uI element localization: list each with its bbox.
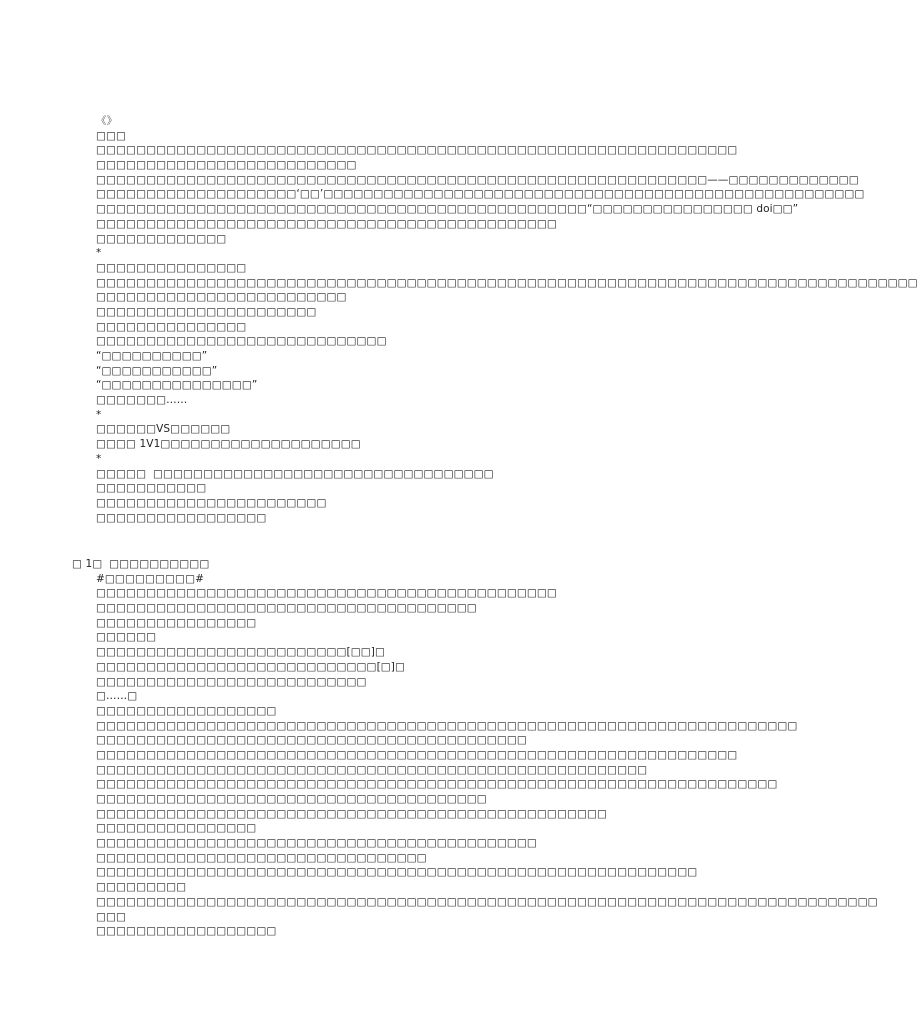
text-line: □□□□□□□□□□□□□□□□□□□□□□ [96, 305, 317, 318]
text-line: □□□□□□□□□□□□□□□□□□□□□□□□□□□□□□□□□□□□□□□□□□□□□□□□□□□□□□□□□□□□□□□□□□□□ [96, 778, 778, 791]
text-line: □□□□□□□□□□□□□□□□□□□□□□□□□□□ [96, 675, 367, 688]
text-line: □□□□□□□□□□□□□□□□ [96, 822, 257, 835]
text-block-intro [96, 114, 918, 525]
text-line: □□□□□□□□□□□□□□□□□□□□□□□□□□□□□□□□□□□□□□□□□□□ [96, 734, 527, 747]
text-line: □□□□□□□□□□□□□□□ [96, 320, 247, 333]
text-line: □□□□ 1V1□□□□□□□□□□□□□□□□□□□□ [96, 438, 361, 451]
text-line: □□□□□□□□□□□□□□□□□ [96, 511, 267, 524]
text-line: □□□□□□□□□□□□□□□□□□□□□□□□□□□□[□]□ [96, 660, 406, 673]
text-line: □……□ [96, 690, 138, 703]
text-block-chapter-1 [72, 557, 878, 939]
text-line: □□□□□□□□□□□□□□□□□□□□‘□□’□□□□□□□□□□□□□□□□□□□□□□□□□□□□□□□□□□□□□□□□□□□□□□□□□□□□□□ [96, 188, 865, 201]
text-line: □□□□□□□□□□□□□□□□□□□□□□□□□□□□□□□□□□□□□□□□□□□□□□□□□□□□□□□□□□□□□——□□□□□□□□□□□□□ [96, 173, 859, 186]
text-line: □□□□□□□□□□□□□□□□□□□□□□□□□[□□]□ [96, 646, 385, 659]
text-line: □□□□□□□□□□□□□□□□□□□□□□□□□□□□□□□□□□□□□□□□□□□□□□ [96, 587, 557, 600]
separator-asterisk: * [96, 452, 102, 465]
text-line: □□□□□□□□□□□□□□□□□□□□□□□□□□□□□□□□□□□□□□□□□□□□□□ [96, 217, 557, 230]
quote-line: “□□□□□□□□□□□” [96, 364, 218, 377]
text-line: □□□□□□□□□□□□□□□□□□□□□□□□□ [96, 291, 347, 304]
text-line: □□□□□□□□□□□□□□□□□□□□□□□□□□ [96, 159, 357, 172]
text-line: □□□□□□□□□□□□□□□□ [96, 616, 257, 629]
text-line: □□□□□□□□□□□□□□□□□□□□□□□□□□□□□□□□□□□□□□□□□□□□□□□□□□□□□□□□□□□□□□□□□□□□□□□□□□□□□□ [96, 895, 878, 908]
text-line: □□□□□□□□□□□□□□□□□□□□□□□□□□□□□□□□□□□□□□□□□□□□□□□□□“□□□□□□□□□□□□□□□□ doi□□” [96, 203, 799, 216]
chapter-subheading: #□□□□□□□□□# [96, 572, 204, 585]
text-line: □□□□□□□□□□□□□□□□□□□□□□□□□□□□□□□□□□□□□□□ [96, 793, 487, 805]
text-line: □□□□□□□□□□□□□□□□□□□□□□□ [96, 496, 327, 509]
text-line: □□□□□□□□□□□□□□□□□□ [96, 704, 277, 717]
text-line: □□□□□□□□□□□□□□□□□□□□□□□□□□□□□□□□□□□□□□□□□□□□□□□□□□□□□□□□□□□□□□□□ [96, 748, 738, 761]
text-line: □□□□□□□□□□□□□□□□□□□□□□□□□□□□□□□□□□□□□□□□□□□□□□□□□□□□□□□□□□□□□□□□□□□□□□ [96, 719, 798, 732]
text-line: □□□□□□□□□□□□□□□□□□□□□□□□□□□□□□□□□ [96, 851, 427, 864]
text-line: □□□□□□□…… [96, 394, 188, 407]
chapter-heading: □ 1□ □□□□□□□□□□ [72, 558, 210, 570]
text-line: □□□□□□VS□□□□□□ [96, 423, 231, 436]
text-line: □□□□□□□□□□□□□□□□□□□□□□□□□□□□□□□□□□□□□□□□□□□□□□□□□□□ [96, 807, 608, 820]
text-line: □□□□□□□□□□□□□□□□□□□□□□□□□□□□□□□□□□□□□□□□□□□□□□□□□□□□□□□ [96, 763, 648, 776]
text-line: □□□□□□□□□□□□□□□□□□□□□□□□□□□□□□□□□□□□□□□□□□□□□□□□□□□□□□□□□□□□□□□□ [96, 144, 738, 157]
quote-line: “□□□□□□□□□□” [96, 350, 208, 362]
text-line: 《》 [96, 115, 118, 127]
separator-asterisk: * [96, 408, 102, 421]
text-line: □□□□□□□□□□□□□□□□□□□□□□□□□□□□□□□□□□□□□□□□□□□□□□□□□□□□□□□□□□□□ [96, 866, 698, 879]
text-line: □□□□□□□□□□□□□□□ [96, 261, 247, 274]
text-line: □□□□□□□□□□□□□□□□□□□□□□□□□□□□□□□□□□□□□□□□□□□□□□□□□□□□□□□□□□□□□□□□□□□□□□□□□□□□□□□□□□ [96, 276, 918, 289]
quote-line: “□□□□□□□□□□□□□□□” [96, 379, 258, 392]
text-line: □□□ [96, 910, 127, 923]
text-line: □□□□□□□□□□□□□□□□□□ [96, 925, 277, 938]
text-line: □□□□□□□□□□□□□□□□□□□□□□□□□□□□□ [96, 335, 387, 348]
text-line: □□□□□□□□□□□□□ [96, 232, 227, 245]
text-line: □□□□□ □□□□□□□□□□□□□□□□□□□□□□□□□□□□□□□□□□ [96, 467, 494, 480]
text-line: □□□□□□□□□□□ [96, 482, 207, 495]
text-line: □□□□□□□□□□□□□□□□□□□□□□□□□□□□□□□□□□□□□□□□□□□□ [96, 837, 537, 850]
text-line: □□□□□□□□□□□□□□□□□□□□□□□□□□□□□□□□□□□□□□ [96, 602, 477, 615]
text-line: □□□□□□□□□ [96, 881, 187, 894]
separator-asterisk: * [96, 247, 102, 260]
text-line: □□□□□□ [96, 631, 157, 644]
text-line: □□□ [96, 129, 127, 142]
